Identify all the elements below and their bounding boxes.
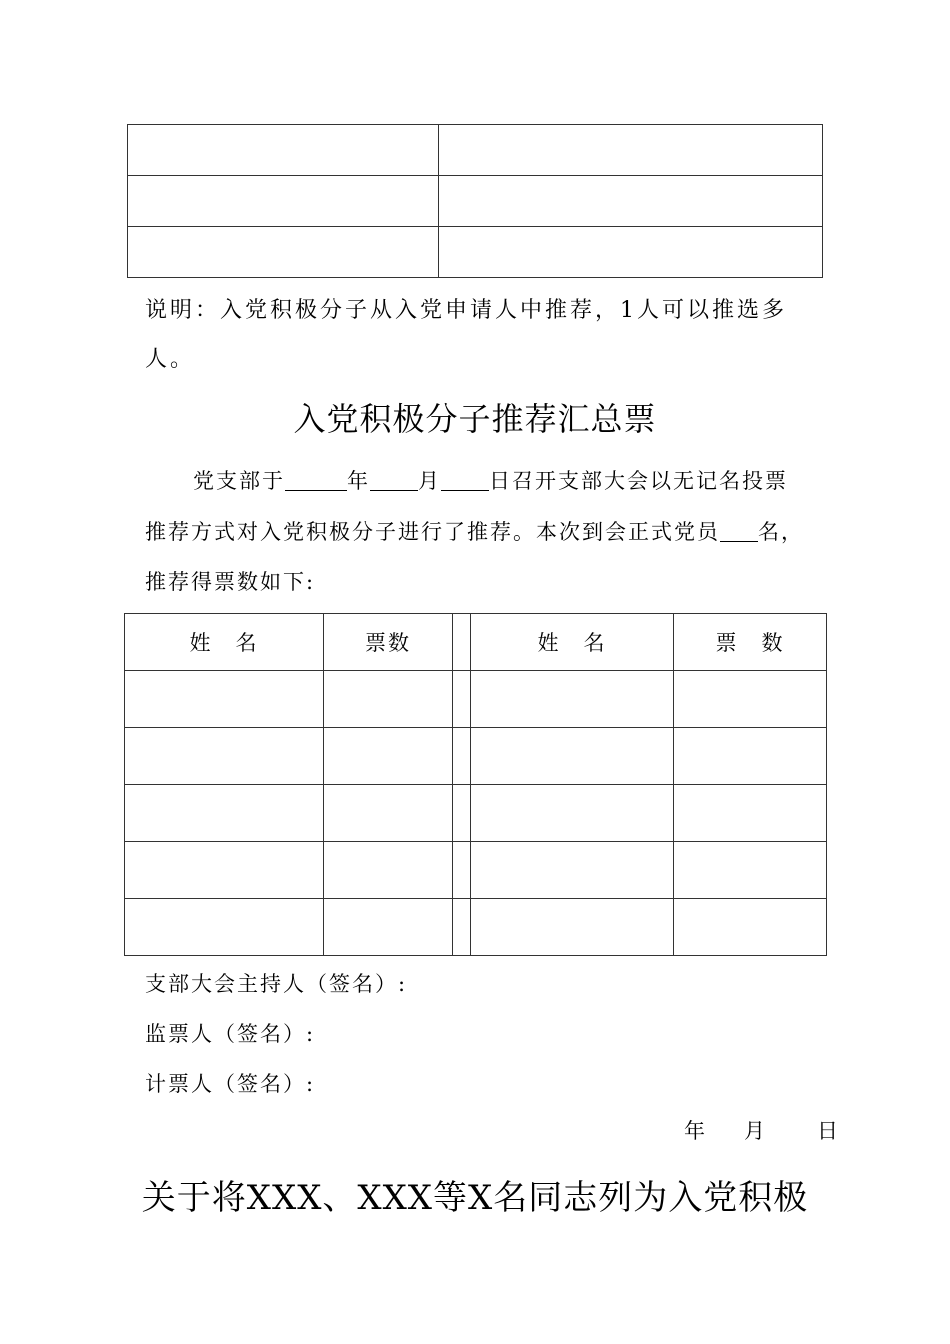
votes-cell[interactable] (674, 785, 827, 842)
separator-cell (453, 614, 471, 671)
votes-cell[interactable] (674, 842, 827, 899)
table-row (128, 125, 823, 176)
table-cell (128, 227, 439, 278)
table-row (125, 842, 827, 899)
date-year: 年 (684, 1119, 705, 1143)
meeting-text-a: 党支部于 (193, 469, 285, 493)
votes-cell[interactable] (324, 899, 453, 956)
table-row (125, 671, 827, 728)
name-cell[interactable] (125, 899, 324, 956)
name-cell[interactable] (471, 728, 674, 785)
votes-cell[interactable] (674, 899, 827, 956)
name-cell[interactable] (125, 842, 324, 899)
name-cell[interactable] (471, 842, 674, 899)
meeting-text-b: 日召开支部大会以无记名投票 (489, 469, 788, 493)
separator-cell (453, 728, 471, 785)
top-blank-table (127, 124, 823, 278)
table-cell (439, 176, 823, 227)
date-line (684, 1115, 838, 1145)
day-blank[interactable] (441, 470, 489, 491)
name-cell[interactable] (471, 671, 674, 728)
year-blank[interactable] (285, 470, 347, 491)
meeting-paragraph-line-3: 推荐得票数如下: (145, 570, 316, 594)
header-name-right: 姓 名 (471, 614, 674, 671)
votes-cell[interactable] (674, 728, 827, 785)
votes-cell[interactable] (324, 671, 453, 728)
name-cell[interactable] (125, 785, 324, 842)
meeting-paragraph-line-1 (193, 465, 883, 495)
separator-cell (453, 842, 471, 899)
meeting-text-c: 推荐方式对入党积极分子进行了推荐。本次到会正式党员 (145, 520, 720, 544)
meeting-text-d: 名， (758, 520, 804, 544)
explanation-note: 说明：入党积极分子从入党申请人中推荐，1人可以推选多人。 (145, 298, 787, 372)
host-signature-line: 支部大会主持人（签名）: (145, 972, 408, 996)
table-cell (439, 125, 823, 176)
table-row (128, 227, 823, 278)
name-cell[interactable] (125, 671, 324, 728)
table-row (125, 785, 827, 842)
table-row (125, 728, 827, 785)
votes-cell[interactable] (324, 728, 453, 785)
table-cell (128, 176, 439, 227)
next-section-title: 关于将XXX、XXX等X名同志列为入党积极 (141, 1178, 809, 1218)
votes-cell[interactable] (324, 785, 453, 842)
votes-cell[interactable] (324, 842, 453, 899)
table-row (125, 899, 827, 956)
header-name-left: 姓 名 (125, 614, 324, 671)
header-votes-right: 票 数 (674, 614, 827, 671)
meeting-paragraph-line-2 (145, 516, 835, 546)
table-cell (439, 227, 823, 278)
table-header-row (125, 614, 827, 671)
separator-cell (453, 899, 471, 956)
name-cell[interactable] (125, 728, 324, 785)
header-votes-left: 票数 (324, 614, 453, 671)
date-day: 日 (817, 1119, 838, 1143)
month-label: 月 (418, 469, 441, 493)
vote-summary-table (124, 613, 827, 956)
separator-cell (453, 785, 471, 842)
summary-title: 入党积极分子推荐汇总票 (293, 400, 657, 438)
monitor-signature-line: 监票人（签名）: (145, 1022, 316, 1046)
year-label: 年 (347, 469, 370, 493)
date-month: 月 (744, 1119, 765, 1143)
month-blank[interactable] (370, 470, 418, 491)
member-count-blank[interactable] (720, 521, 758, 542)
table-row (128, 176, 823, 227)
counter-signature-line: 计票人（签名）: (145, 1072, 316, 1096)
separator-cell (453, 671, 471, 728)
name-cell[interactable] (471, 785, 674, 842)
votes-cell[interactable] (674, 671, 827, 728)
table-cell (128, 125, 439, 176)
name-cell[interactable] (471, 899, 674, 956)
